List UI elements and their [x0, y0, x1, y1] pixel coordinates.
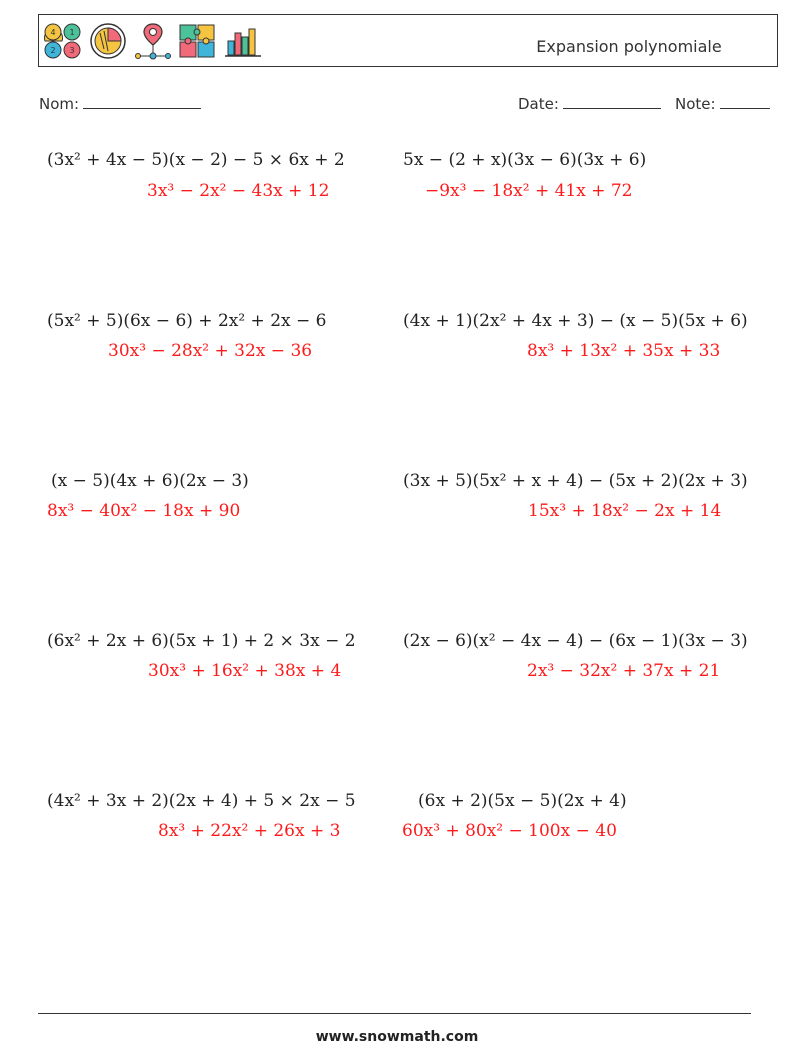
problem-answer: 30x³ − 28x² + 32x − 36: [108, 341, 313, 361]
svg-text:4: 4: [50, 28, 56, 37]
worksheet-title: Expansion polynomiale: [536, 37, 722, 56]
problem-answer: 8x³ + 22x² + 26x + 3: [158, 821, 341, 841]
svg-text:1: 1: [69, 28, 75, 37]
svg-text:3: 3: [69, 46, 75, 55]
date-label: Date:: [518, 95, 559, 113]
problem-answer: 2x³ − 32x² + 37x + 21: [527, 661, 721, 681]
problem-answer: 30x³ + 16x² + 38x + 4: [148, 661, 342, 681]
problem-question: (x − 5)(4x + 6)(2x − 3): [51, 471, 249, 491]
score-blank[interactable]: [720, 94, 770, 109]
score-field[interactable]: [675, 94, 770, 113]
bar-chart-icon: [222, 21, 264, 61]
name-label: Nom:: [39, 95, 80, 113]
date-field[interactable]: [518, 94, 661, 113]
score-label: Note:: [675, 95, 716, 113]
date-blank[interactable]: [563, 94, 661, 109]
problem-question: (5x² + 5)(6x − 6) + 2x² + 2x − 6: [47, 311, 327, 331]
problem-question: (2x − 6)(x² − 4x − 4) − (6x − 1)(3x − 3): [403, 631, 748, 651]
problem-answer: 60x³ + 80x² − 100x − 40: [402, 821, 617, 841]
map-pin-route-icon: [132, 21, 174, 61]
problem-question: (4x + 1)(2x² + 4x + 3) − (x − 5)(5x + 6): [403, 311, 748, 331]
problem-question: 5x − (2 + x)(3x − 6)(3x + 6): [403, 150, 647, 170]
pie-chart-icon: [88, 21, 128, 61]
problem-answer: 8x³ − 40x² − 18x + 90: [47, 501, 241, 521]
problem-question: (3x + 5)(5x² + x + 4) − (5x + 2)(2x + 3): [403, 471, 748, 491]
footer-url[interactable]: www.snowmath.com: [315, 1029, 479, 1045]
problem-question: (6x + 2)(5x − 5)(2x + 4): [418, 791, 627, 811]
name-field[interactable]: [39, 94, 201, 113]
problem-question: (6x² + 2x + 6)(5x + 1) + 2 × 3x − 2: [47, 631, 356, 651]
problem-answer: 8x³ + 13x² + 35x + 33: [527, 341, 721, 361]
footer-divider: [38, 1013, 751, 1014]
problem-answer: 15x³ + 18x² − 2x + 14: [528, 501, 722, 521]
header-box: [38, 14, 778, 67]
problem-answer: 3x³ − 2x² − 43x + 12: [147, 181, 330, 201]
number-bubbles-icon: [42, 21, 84, 61]
svg-text:2: 2: [50, 46, 56, 55]
name-blank[interactable]: [83, 94, 201, 109]
puzzle-icon: [177, 21, 217, 61]
problem-question: (4x² + 3x + 2)(2x + 4) + 5 × 2x − 5: [47, 791, 356, 811]
problem-question: (3x² + 4x − 5)(x − 2) − 5 × 6x + 2: [47, 150, 345, 170]
problem-answer: −9x³ − 18x² + 41x + 72: [425, 181, 633, 201]
